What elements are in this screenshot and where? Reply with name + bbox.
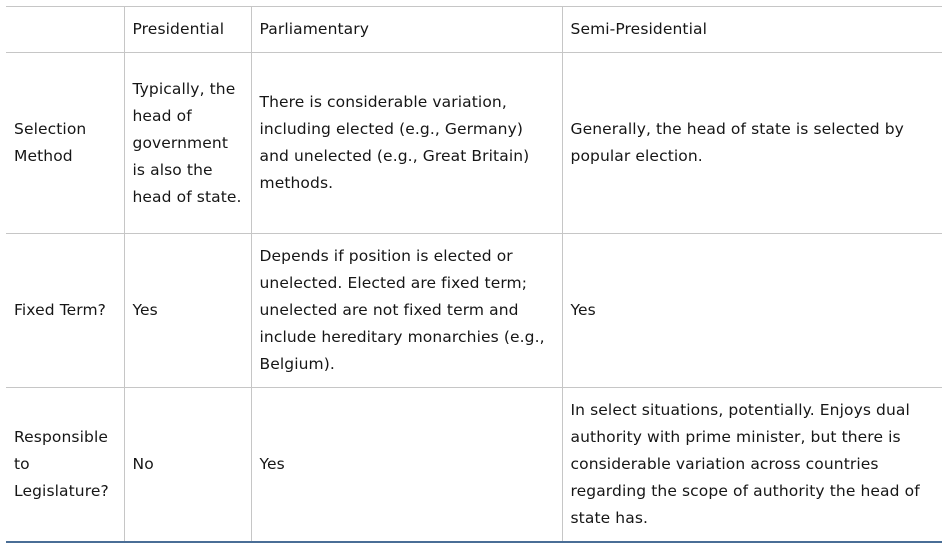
header-cell-semi-presidential: Semi-Presidential [562,7,942,53]
cell-presidential: Yes [124,234,251,388]
header-cell-parliamentary: Parliamentary [251,7,562,53]
table-row [6,234,942,388]
cell-parliamentary: Depends if position is elected or unelected. Elected are fixed term; unelected are not fixed term and include hereditary monarchies (e.g., Belgium). [251,234,562,388]
table-row [6,388,942,543]
cell-semi-presidential: In select situations, potentially. Enjoys dual authority with prime minister, but there is considerable variation across countries regarding the scope of authority the head of state has. [562,388,942,543]
header-cell-presidential: Presidential [124,7,251,53]
cell-presidential: No [124,388,251,543]
cell-semi-presidential: Generally, the head of state is selected by popular election. [562,53,942,234]
table-row [6,53,942,234]
comparison-table [6,6,942,543]
cell-parliamentary: There is considerable variation, including elected (e.g., Germany) and unelected (e.g., Great Britain) methods. [251,53,562,234]
header-cell-empty [6,7,124,53]
cell-presidential: Typically, the head of government is also the head of state. [124,53,251,234]
row-label-fixed-term: Fixed Term? [6,234,124,388]
cell-semi-presidential: Yes [562,234,942,388]
cell-parliamentary: Yes [251,388,562,543]
comparison-table-container [6,6,942,543]
row-label-selection-method: Selection Method [6,53,124,234]
row-label-responsible-to-legislature: Responsible to Legislature? [6,388,124,543]
table-header-row [6,7,942,53]
